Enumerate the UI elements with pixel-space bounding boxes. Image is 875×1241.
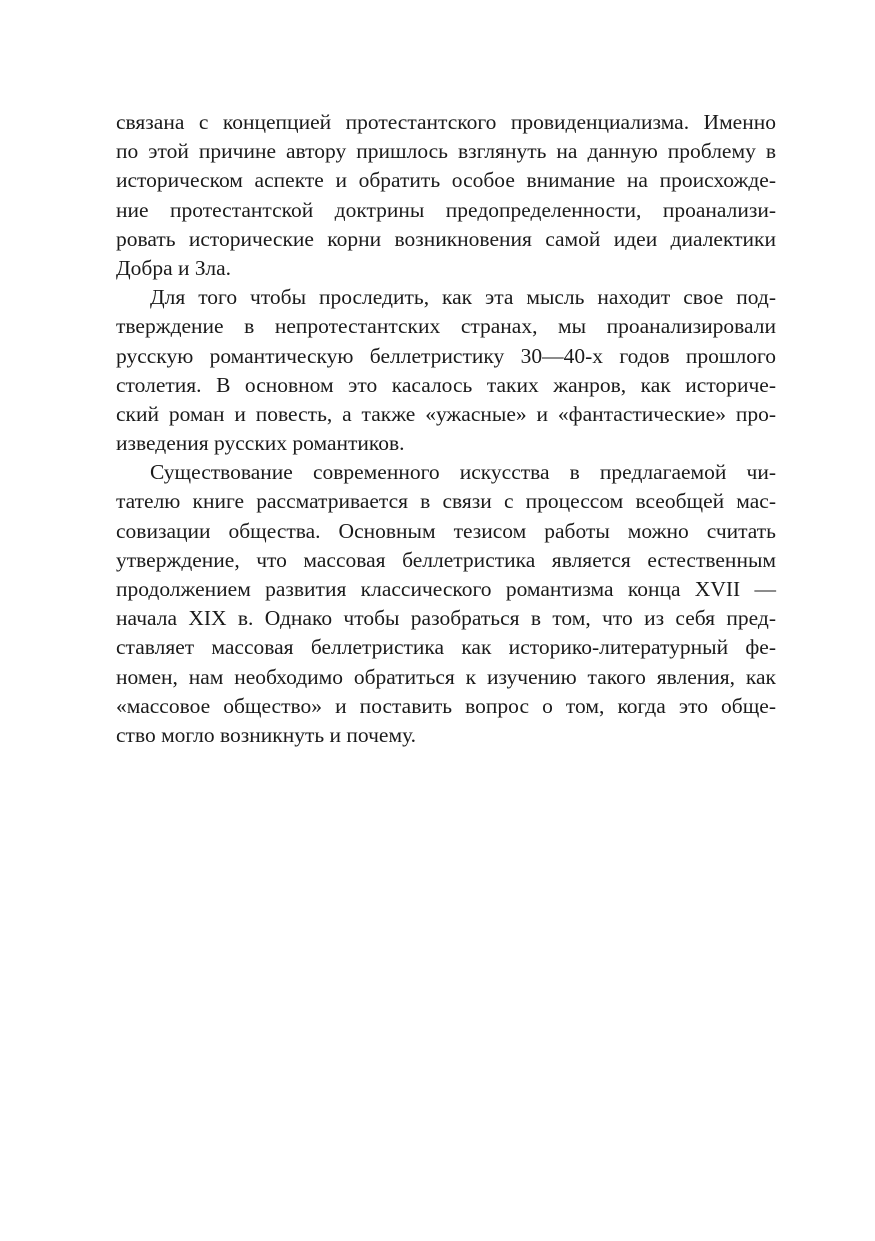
text-line: ровать исторические корни возникновения самой идеи диалектики bbox=[116, 226, 776, 251]
text-line: связана с концепцией протестантского провиденциализма. Именно bbox=[116, 110, 776, 134]
paragraph-1 bbox=[116, 108, 776, 283]
text-line: столетия. В основном это касалось таких жанров, как историче- bbox=[116, 372, 776, 397]
text-line: совизации общества. Основным тезисом работы можно считать bbox=[116, 518, 776, 543]
text-line: ский роман и повесть, а также «ужасные» и «фантастические» про- bbox=[116, 401, 776, 426]
text-line: по этой причине автору пришлось взглянуть на данную проблему в bbox=[116, 139, 776, 164]
text-line: ство могло возникнуть и почему. bbox=[116, 722, 417, 747]
paragraph-3 bbox=[116, 458, 776, 750]
text-line: начала XIX в. Однако чтобы разобраться в том, что из себя пред- bbox=[116, 606, 776, 631]
text-line: Для того чтобы проследить, как эта мысль находит свое под- bbox=[150, 285, 776, 310]
text-line: «массовое общество» и поставить вопрос о том, когда это обще- bbox=[116, 693, 776, 718]
paragraph-2 bbox=[116, 283, 776, 458]
text-line: Существование современного искусства в предлагаемой чи- bbox=[150, 460, 776, 485]
text-line: изведения русских романтиков. bbox=[116, 431, 405, 456]
text-line: номен, нам необходимо обратиться к изучению такого явления, как bbox=[116, 664, 776, 689]
text-line: русскую романтическую беллетристику 30—40-х годов прошлого bbox=[116, 343, 776, 368]
text-line: ставляет массовая беллетристика как историко-литературный фе- bbox=[116, 635, 776, 660]
text-line: Добра и Зла. bbox=[116, 255, 232, 280]
text-line: историческом аспекте и обратить особое внимание на происхожде- bbox=[116, 168, 776, 193]
text-line: тверждение в непротестантских странах, мы проанализировали bbox=[116, 314, 776, 339]
text-line: ние протестантской доктрины предопределенности, проанализи- bbox=[116, 197, 776, 222]
text-line: тателю книге рассматривается в связи с процессом всеобщей мас- bbox=[116, 489, 776, 514]
text-line: утверждение, что массовая беллетристика является естественным bbox=[116, 547, 776, 572]
text-line: продолжением развития классического романтизма конца XVII — bbox=[116, 577, 776, 601]
body-text bbox=[116, 108, 776, 750]
